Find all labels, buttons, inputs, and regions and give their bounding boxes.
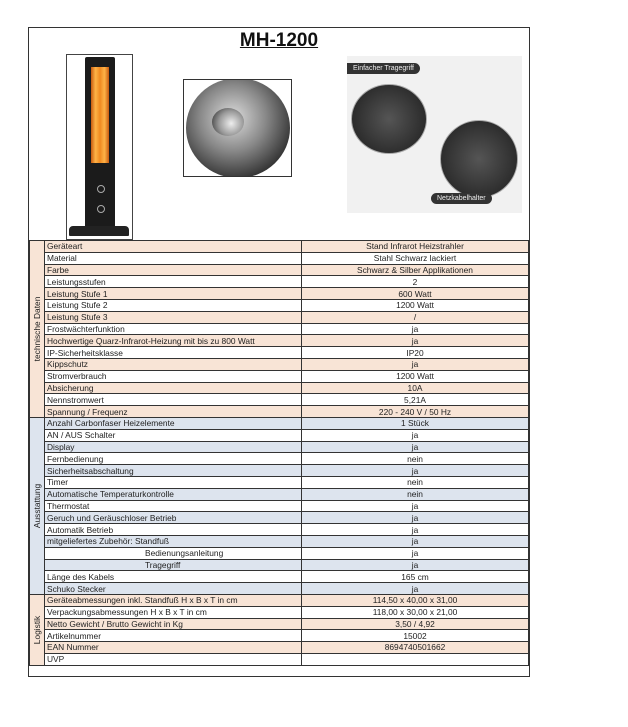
spec-value: 114,50 x 40,00 x 31,00	[302, 594, 529, 606]
spec-label: Tragegriff	[45, 559, 302, 571]
spec-value: ja	[302, 465, 529, 477]
handle-badge: Einfacher Tragegriff	[347, 63, 420, 74]
spec-label: Kippschutz	[45, 358, 302, 370]
spec-value: Schwarz & Silber Applikationen	[302, 264, 529, 276]
spec-label: Frostwächterfunktion	[45, 323, 302, 335]
table-row	[30, 382, 529, 394]
table-row	[30, 488, 529, 500]
table-row	[30, 441, 529, 453]
spec-value: 5,21A	[302, 394, 529, 406]
heater-product-image	[66, 54, 133, 240]
section-label-text: Logistik	[32, 615, 42, 644]
table-row	[30, 288, 529, 300]
spec-value: ja	[302, 323, 529, 335]
table-row	[30, 264, 529, 276]
table-row	[30, 465, 529, 477]
table-row	[30, 299, 529, 311]
table-row	[30, 406, 529, 418]
spec-label: Leistung Stufe 1	[45, 288, 302, 300]
spec-value: Stand Infrarot Heizstrahler	[302, 241, 529, 253]
spec-label: EAN Nummer	[45, 642, 302, 654]
spec-label: mitgeliefertes Zubehör: Standfuß	[45, 535, 302, 547]
table-row	[30, 618, 529, 630]
section-label	[30, 417, 45, 594]
spec-value: 1200 Watt	[302, 370, 529, 382]
spec-label: Stromverbrauch	[45, 370, 302, 382]
spec-value: 3,50 / 4,92	[302, 618, 529, 630]
table-row	[30, 512, 529, 524]
spec-label: Timer	[45, 476, 302, 488]
spec-sheet	[28, 27, 530, 677]
spec-value: IP20	[302, 347, 529, 359]
table-row	[30, 594, 529, 606]
table-row	[30, 241, 529, 253]
spec-label: Leistung Stufe 3	[45, 311, 302, 323]
table-row	[30, 583, 529, 595]
spec-label: Leistung Stufe 2	[45, 299, 302, 311]
table-row	[30, 335, 529, 347]
spec-value: 15002	[302, 630, 529, 642]
spec-value: 220 - 240 V / 50 Hz	[302, 406, 529, 418]
spec-label: Geruch und Geräuschloser Betrieb	[45, 512, 302, 524]
table-row	[30, 323, 529, 335]
table-row	[30, 642, 529, 654]
spec-label: Verpackungsabmessungen H x B x T in cm	[45, 606, 302, 618]
spec-label: Geräteart	[45, 241, 302, 253]
spec-label: Automatische Temperaturkontrolle	[45, 488, 302, 500]
cable-holder-detail-circle	[440, 120, 518, 198]
section-label-text: technische Daten	[32, 296, 42, 362]
product-title: MH-1200	[239, 30, 319, 51]
spec-label: UVP	[45, 653, 302, 665]
table-row	[30, 394, 529, 406]
table-row	[30, 453, 529, 465]
spec-value: ja	[302, 583, 529, 595]
spec-value: ja	[302, 524, 529, 536]
table-row	[30, 559, 529, 571]
spec-value: nein	[302, 453, 529, 465]
spec-label: Material	[45, 252, 302, 264]
spec-label: Nennstromwert	[45, 394, 302, 406]
spec-value: ja	[302, 441, 529, 453]
spec-value: Stahl Schwarz lackiert	[302, 252, 529, 264]
spec-value: ja	[302, 512, 529, 524]
spec-label: Länge des Kabels	[45, 571, 302, 583]
table-row	[30, 547, 529, 559]
spec-label: Spannung / Frequenz	[45, 406, 302, 418]
spec-value: 1200 Watt	[302, 299, 529, 311]
table-row	[30, 500, 529, 512]
spec-label: Farbe	[45, 264, 302, 276]
spec-label: Bedienungsanleitung	[45, 547, 302, 559]
spec-value: ja	[302, 335, 529, 347]
table-row	[30, 535, 529, 547]
spec-label: Artikelnummer	[45, 630, 302, 642]
feature-detail-image	[347, 56, 522, 213]
spec-value: ja	[302, 547, 529, 559]
spec-value: ja	[302, 358, 529, 370]
control-knob-image	[183, 79, 292, 177]
spec-label: Schuko Stecker	[45, 583, 302, 595]
spec-label: Hochwertige Quarz-Infrarot-Heizung mit bis zu 800 Watt	[45, 335, 302, 347]
table-row	[30, 276, 529, 288]
spec-value: 1 Stück	[302, 417, 529, 429]
spec-label: Netto Gewicht / Brutto Gewicht in Kg	[45, 618, 302, 630]
table-row	[30, 370, 529, 382]
table-row	[30, 429, 529, 441]
table-row	[30, 252, 529, 264]
spec-value: ja	[302, 559, 529, 571]
spec-value: 10A	[302, 382, 529, 394]
spec-label: AN / AUS Schalter	[45, 429, 302, 441]
spec-label: Anzahl Carbonfaser Heizelemente	[45, 417, 302, 429]
spec-label: Automatik Betrieb	[45, 524, 302, 536]
section-label-text: Ausstattung	[32, 483, 42, 529]
spec-value: 2	[302, 276, 529, 288]
spec-label: Leistungsstufen	[45, 276, 302, 288]
spec-value: 600 Watt	[302, 288, 529, 300]
cable-holder-badge: Netzkabelhalter	[431, 193, 492, 204]
spec-value: ja	[302, 535, 529, 547]
section-label	[30, 594, 45, 665]
spec-label: Sicherheitsabschaltung	[45, 465, 302, 477]
spec-label: Thermostat	[45, 500, 302, 512]
spec-label: Geräteabmessungen inkl. Standfuß H x B x T in cm	[45, 594, 302, 606]
spec-label: IP-Sicherheitsklasse	[45, 347, 302, 359]
spec-value: 165 cm	[302, 571, 529, 583]
table-row	[30, 571, 529, 583]
spec-value: 118,00 x 30,00 x 21,00	[302, 606, 529, 618]
spec-value: /	[302, 311, 529, 323]
handle-detail-circle	[351, 84, 427, 154]
spec-value: nein	[302, 488, 529, 500]
spec-value: 8694740501662	[302, 642, 529, 654]
table-row	[30, 358, 529, 370]
spec-table	[29, 240, 529, 677]
spec-label: Absicherung	[45, 382, 302, 394]
table-row	[30, 311, 529, 323]
spec-value	[302, 653, 529, 665]
table-row	[30, 630, 529, 642]
spec-label: Fernbedienung	[45, 453, 302, 465]
table-row	[30, 606, 529, 618]
table-row	[30, 524, 529, 536]
spec-value: ja	[302, 429, 529, 441]
spec-value: nein	[302, 476, 529, 488]
table-row	[30, 476, 529, 488]
section-label	[30, 241, 45, 418]
spec-value: ja	[302, 500, 529, 512]
table-row	[30, 417, 529, 429]
table-row	[30, 347, 529, 359]
table-row	[30, 653, 529, 665]
spec-label: Display	[45, 441, 302, 453]
